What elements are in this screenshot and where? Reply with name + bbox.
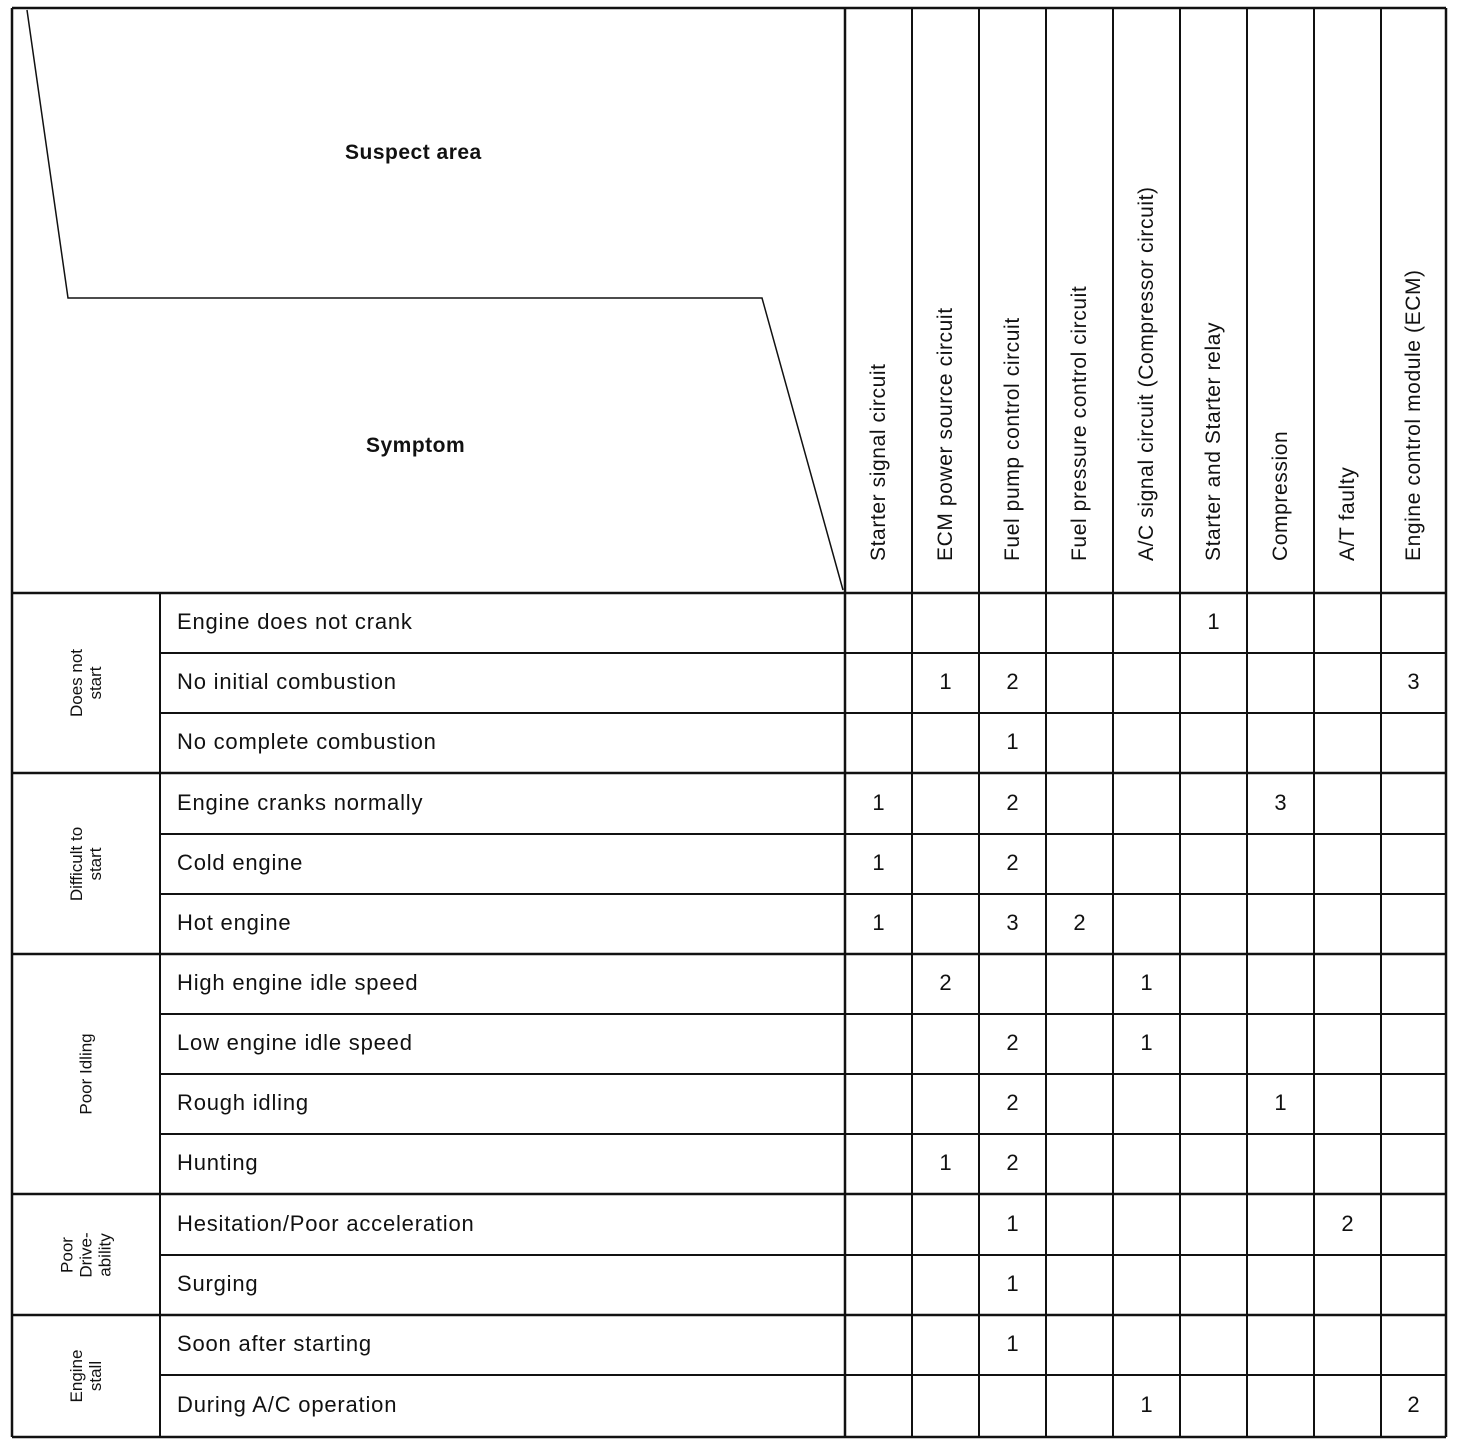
priority-cell: 2 [1407, 1392, 1420, 1417]
symptom-label: During A/C operation [177, 1392, 398, 1417]
priority-cell: 1 [1006, 729, 1019, 754]
priority-cell: 2 [1073, 910, 1086, 935]
symptom-label: Cold engine [177, 850, 304, 875]
priority-cell: 1 [872, 910, 885, 935]
priority-cell: 2 [1006, 789, 1019, 815]
column-header [1117, 10, 1177, 570]
symptom-label: No complete combustion [177, 729, 437, 754]
symptom-group-label: Poor Idling [76, 1033, 96, 1115]
priority-cell: 1 [1140, 1392, 1153, 1417]
column-header-label: A/C signal circuit (Compressor circuit) [1134, 186, 1158, 561]
column-header [916, 10, 976, 570]
symptom-label: Surging [177, 1271, 259, 1296]
symptom-label: Hot engine [177, 910, 292, 935]
column-header [849, 10, 909, 570]
column-header-label: Fuel pressure control circuit [1067, 285, 1091, 561]
priority-cell: 2 [1006, 669, 1019, 694]
priority-cell: 2 [1006, 1090, 1019, 1115]
priority-cell: 3 [1006, 910, 1019, 935]
priority-cell: 2 [1006, 1030, 1019, 1055]
column-header [983, 10, 1043, 570]
priority-cell: 1 [1140, 970, 1153, 995]
header-diagonal-divider [27, 10, 843, 590]
priority-cell: 2 [1006, 850, 1019, 875]
column-header-label: ECM power source circuit [933, 307, 957, 561]
symptom-group [12, 593, 160, 773]
priority-cell: 1 [1006, 1331, 1019, 1356]
column-header [1384, 10, 1444, 570]
priority-cell: 2 [939, 970, 952, 995]
symptom-label: High engine idle speed [177, 970, 419, 995]
column-header-label: Engine control module (ECM) [1401, 269, 1425, 561]
symptom-label: Low engine idle speed [177, 1030, 413, 1055]
column-header [1318, 10, 1378, 570]
priority-cell: 1 [939, 1150, 952, 1175]
priority-cell: 1 [1140, 1030, 1153, 1055]
priority-cell: 2 [1006, 1150, 1019, 1175]
column-header-label: Starter signal circuit [866, 363, 890, 561]
priority-cell: 3 [1407, 669, 1420, 694]
suspect-area-header: Suspect area [345, 141, 482, 164]
symptom-group-label: Difficult to start [67, 826, 105, 901]
priority-cell: 1 [1006, 1210, 1019, 1236]
symptom-label: Engine does not crank [177, 609, 413, 634]
priority-cell: 1 [1274, 1090, 1287, 1115]
column-header [1050, 10, 1110, 570]
priority-cell: 3 [1274, 789, 1287, 815]
column-header-label: Compression [1268, 430, 1292, 561]
priority-cell: 1 [1207, 609, 1220, 634]
column-header-label: Starter and Starter relay [1201, 321, 1225, 561]
symptom-label: No initial combustion [177, 669, 397, 694]
column-header [1184, 10, 1244, 570]
priority-cell: 1 [872, 850, 885, 875]
column-header [1251, 10, 1311, 570]
symptom-label: Hunting [177, 1150, 259, 1175]
symptom-group-label: Engine stall [67, 1349, 105, 1403]
priority-cell: 2 [1341, 1210, 1354, 1236]
symptom-header: Symptom [366, 434, 466, 457]
symptom-group-label: Poor Drive- ability [57, 1231, 115, 1278]
priority-cell: 1 [1006, 1271, 1019, 1296]
symptom-group [12, 954, 160, 1194]
symptom-group [12, 1194, 160, 1315]
column-header-label: Fuel pump control circuit [1000, 317, 1024, 561]
priority-cell: 1 [872, 789, 885, 815]
symptom-label: Engine cranks normally [177, 789, 424, 815]
priority-cell: 1 [939, 669, 952, 694]
symptom-label: Rough idling [177, 1090, 309, 1115]
symptom-label: Soon after starting [177, 1331, 372, 1356]
column-header-label: A/T faulty [1335, 466, 1359, 561]
symptom-group [12, 773, 160, 954]
symptom-group-label: Does not start [67, 648, 105, 718]
symptom-label: Hesitation/Poor acceleration [177, 1210, 475, 1236]
symptom-group [12, 1315, 160, 1437]
